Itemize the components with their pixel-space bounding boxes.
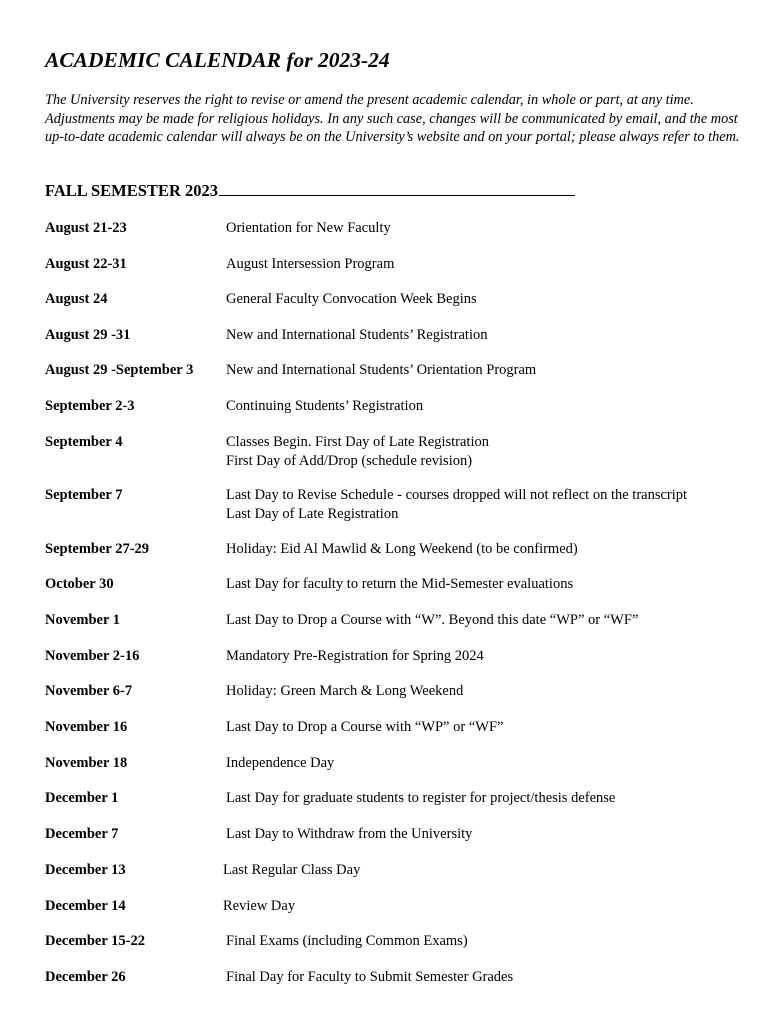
- event-description-line: Classes Begin. First Day of Late Registration: [226, 434, 489, 450]
- event-description: [226, 397, 746, 416]
- event-date: September 7: [45, 487, 123, 503]
- event-description-line: Continuing Students’ Registration: [226, 398, 424, 414]
- event-date: November 6-7: [45, 683, 133, 699]
- event-description: [223, 897, 743, 916]
- event-description-line: New and International Students’ Registration: [226, 327, 488, 343]
- event-date: December 1: [45, 790, 119, 806]
- event-description-line: Last Day to Revise Schedule - courses dropped will not reflect on the transcript: [226, 487, 688, 503]
- semester-heading-text: FALL SEMESTER 2023: [45, 181, 218, 200]
- event-description-line: Final Day for Faculty to Submit Semester Grades: [226, 969, 514, 985]
- event-description-line: New and International Students’ Orientation Program: [226, 362, 537, 378]
- heading-underline: [219, 195, 575, 196]
- event-date: September 2-3: [45, 398, 135, 414]
- event-date: December 7: [45, 826, 119, 842]
- event-description-line: Mandatory Pre-Registration for Spring 2024: [226, 648, 484, 664]
- event-date: August 21-23: [45, 220, 127, 236]
- event-description-line: Last Day to Withdraw from the University: [226, 826, 473, 842]
- event-description: [223, 861, 743, 880]
- event-description: [226, 718, 746, 737]
- event-date: August 29 -September 3: [45, 362, 194, 378]
- event-description: [226, 575, 746, 594]
- event-description-line: August Intersession Program: [226, 256, 395, 272]
- event-description: [226, 611, 746, 630]
- document-title: ACADEMIC CALENDAR for 2023-24: [45, 48, 390, 72]
- event-description-line: Last Day for graduate students to register for project/thesis defense: [226, 790, 616, 806]
- event-description-line: Review Day: [223, 898, 296, 914]
- event-description-line: Holiday: Eid Al Mawlid & Long Weekend (to be confirmed): [226, 541, 578, 557]
- event-date: August 29 -31: [45, 327, 131, 343]
- event-description: [226, 486, 746, 523]
- event-date: November 16: [45, 719, 128, 735]
- event-date: December 15-22: [45, 933, 145, 949]
- event-date: November 18: [45, 755, 128, 771]
- semester-heading: [45, 181, 575, 201]
- event-description-line: Last Day for faculty to return the Mid-Semester evaluations: [226, 576, 574, 592]
- event-date: August 24: [45, 291, 108, 307]
- event-description: [226, 682, 746, 701]
- event-date: November 2-16: [45, 648, 140, 664]
- event-date: December 26: [45, 969, 126, 985]
- event-date: August 22-31: [45, 256, 127, 272]
- event-description: [226, 789, 746, 808]
- event-description: [226, 219, 746, 238]
- event-description-line: First Day of Add/Drop (schedule revision): [226, 452, 473, 469]
- event-description: [226, 754, 746, 773]
- event-description-line: Independence Day: [226, 755, 335, 771]
- event-description: [226, 433, 746, 470]
- event-description-line: Holiday: Green March & Long Weekend: [226, 683, 464, 699]
- event-description-line: Last Regular Class Day: [223, 862, 361, 878]
- event-description-line: Last Day to Drop a Course with “WP” or “WF”: [226, 719, 504, 735]
- event-description-line: Last Day to Drop a Course with “W”. Beyond this date “WP” or “WF”: [226, 612, 639, 628]
- event-date: September 4: [45, 434, 123, 450]
- event-description-line: Last Day of Late Registration: [226, 505, 399, 522]
- event-description: [226, 825, 746, 844]
- event-description-line: Orientation for New Faculty: [226, 220, 391, 236]
- intro-paragraph: The University reserves the right to revise or amend the present academic calendar, in whole or part, at any time. Adjustments may be made for religious holidays. In any such case, changes will be communicated by email, and the most up-to-date academic calendar will always be on the University’s website and on your portal; please always refer to them.: [45, 92, 740, 145]
- event-description: [226, 540, 746, 559]
- event-description-line: General Faculty Convocation Week Begins: [226, 291, 477, 307]
- event-description: [226, 968, 746, 987]
- event-date: December 13: [45, 862, 126, 878]
- event-description: [226, 361, 746, 380]
- event-date: December 14: [45, 898, 126, 914]
- event-description: [226, 647, 746, 666]
- event-date: October 30: [45, 576, 114, 592]
- event-description: [226, 255, 746, 274]
- event-description: [226, 932, 746, 951]
- event-description: [226, 290, 746, 309]
- event-description-line: Final Exams (including Common Exams): [226, 933, 468, 949]
- event-date: November 1: [45, 612, 121, 628]
- event-description: [226, 326, 746, 345]
- event-date: September 27-29: [45, 541, 150, 557]
